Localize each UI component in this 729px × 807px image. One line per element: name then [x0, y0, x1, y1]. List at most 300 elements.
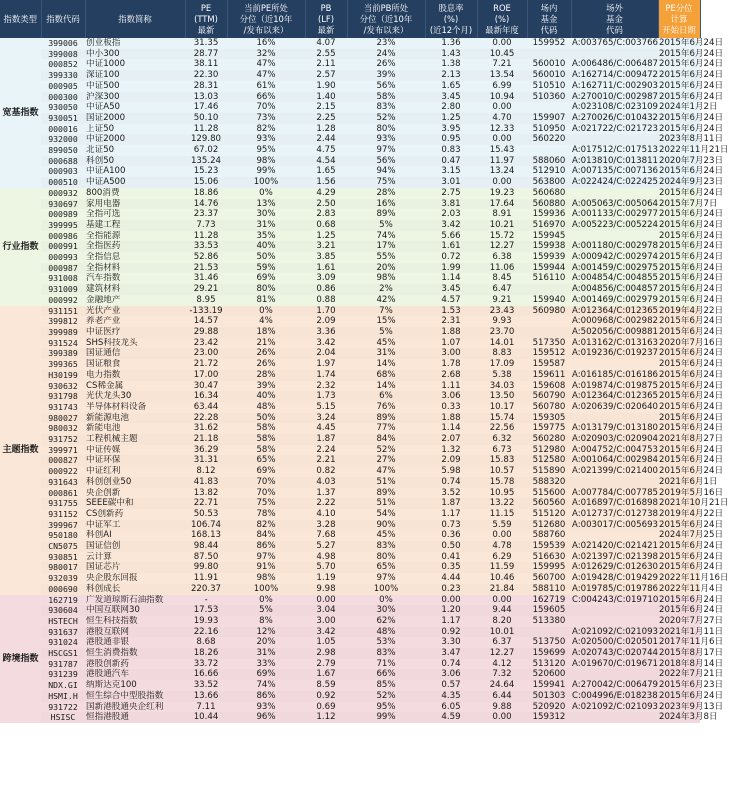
index-code: 162719	[41, 595, 85, 606]
onmarket-fund-code: 560780	[527, 402, 571, 413]
onmarket-fund-code: 560280	[527, 434, 571, 445]
table-row	[0, 284, 700, 295]
pe-percentile: 32%	[227, 49, 305, 60]
dividend-yield: 6.05	[425, 702, 477, 713]
index-code: 930697	[41, 199, 85, 210]
index-code: 931524	[41, 338, 85, 349]
table-row	[0, 680, 700, 691]
table-row	[0, 637, 700, 648]
start-date: 2015年8月17日	[659, 648, 724, 659]
roe: 14.01	[477, 338, 527, 349]
start-date: 2015年6月24日	[659, 112, 724, 123]
pb-value: 5.15	[305, 402, 347, 413]
index-name: 中证500	[85, 81, 185, 92]
pe-value: 11.28	[185, 124, 227, 135]
roe: 6.32	[477, 434, 527, 445]
header-start-date: PE分位 计算 开始日期	[658, 0, 700, 38]
start-date: 2017年11月6日	[659, 637, 724, 648]
pb-percentile: 94%	[347, 166, 425, 177]
pe-percentile: 58%	[227, 423, 305, 434]
index-code: 931798	[41, 391, 85, 402]
onmarket-fund-code: 159305	[527, 413, 571, 424]
offmarket-fund-code: A:007784/C:007785	[572, 487, 659, 498]
offmarket-fund-code: A:013162/C:013163	[572, 337, 659, 348]
onmarket-fund-code: 560790	[527, 391, 571, 402]
table-row	[0, 445, 700, 456]
roe: 6.37	[477, 637, 527, 648]
pb-value: 2.15	[305, 102, 347, 113]
pb-value: 2.21	[305, 455, 347, 466]
pb-value: 1.97	[305, 359, 347, 370]
offmarket-fund-code	[571, 49, 658, 60]
pb-percentile: 56%	[347, 156, 425, 167]
pe-percentile: 35%	[227, 231, 305, 242]
offmarket-fund-code: A:012364/C:012365	[572, 391, 659, 402]
offmarket-fund-code	[571, 616, 658, 627]
pe-value: 13.03	[185, 92, 227, 103]
onmarket-fund-code	[527, 316, 571, 327]
index-name: 沪深300	[85, 92, 185, 103]
index-code: 399006	[41, 38, 85, 49]
pe-percentile: 70%	[227, 102, 305, 113]
index-name: 中证军工	[85, 520, 185, 531]
pe-percentile: 18%	[227, 327, 305, 338]
roe: 8.83	[477, 348, 527, 359]
pb-percentile: 75%	[347, 177, 425, 188]
dividend-yield: 1.43	[425, 49, 477, 60]
table-row	[0, 488, 700, 499]
pb-value: 2.11	[305, 59, 347, 70]
pb-percentile: 77%	[347, 423, 425, 434]
roe: 12.33	[477, 124, 527, 135]
onmarket-fund-code	[527, 627, 571, 638]
pb-value: 2.83	[305, 209, 347, 220]
start-date: 2022年11月16日	[659, 573, 729, 584]
index-name: 广发道琼斯石油指数	[85, 595, 185, 606]
roe: 15.78	[477, 477, 527, 488]
table-row	[0, 455, 700, 466]
pb-percentile: 71%	[347, 659, 425, 670]
pe-value: 14.76	[185, 199, 227, 210]
pe-value: 16.34	[185, 391, 227, 402]
pb-value: 3.42	[305, 627, 347, 638]
dividend-yield: 4.44	[425, 573, 477, 584]
table-row	[0, 509, 700, 520]
pb-value: 2.32	[305, 381, 347, 392]
onmarket-fund-code: 560560	[527, 498, 571, 509]
roe: 13.24	[477, 166, 527, 177]
onmarket-fund-code: 159699	[527, 648, 571, 659]
onmarket-fund-code: 588320	[527, 477, 571, 488]
index-name: 中国互联网30	[85, 605, 185, 616]
start-date: 2024年7月25日	[659, 530, 724, 541]
pb-value: 1.19	[305, 573, 347, 584]
pb-value: 3.04	[305, 605, 347, 616]
offmarket-fund-code: A:162714/C:009472	[572, 70, 659, 81]
pe-value: 22.30	[185, 70, 227, 81]
roe: 8.45	[477, 273, 527, 284]
offmarket-fund-code: A:000968/C:002982	[572, 316, 659, 327]
offmarket-fund-code	[571, 712, 658, 723]
start-date: 2020年7月16日	[659, 337, 724, 348]
dividend-yield: 5.98	[425, 466, 477, 477]
table-row	[0, 520, 700, 531]
index-name: 恒生消费指数	[85, 648, 185, 659]
start-date: 2015年6月24日	[659, 455, 724, 466]
pe-percentile: 75%	[227, 498, 305, 509]
start-date: 2015年6月24日	[659, 273, 724, 284]
table-row	[0, 402, 700, 413]
pb-percentile: 83%	[347, 102, 425, 113]
pe-percentile: 59%	[227, 263, 305, 274]
index-code: 931643	[41, 477, 85, 488]
onmarket-fund-code: 513120	[527, 659, 571, 670]
pb-percentile: 47%	[347, 466, 425, 477]
offmarket-fund-code: A:020500/C:020501	[572, 637, 659, 648]
index-name: 养老产业	[85, 316, 185, 327]
roe: 0.00	[477, 530, 527, 541]
dividend-yield: 1.17	[425, 509, 477, 520]
roe: 7.32	[477, 669, 527, 680]
dividend-yield: 0.95	[425, 134, 477, 145]
table-row	[0, 209, 700, 220]
index-code: 931239	[41, 669, 85, 680]
offmarket-fund-code: A:001459/C:002975	[572, 262, 659, 273]
index-code: HSMI.H	[41, 691, 85, 702]
pb-value: 2.44	[305, 134, 347, 145]
offmarket-fund-code	[571, 413, 658, 424]
start-date: 2015年6月24日	[659, 391, 724, 402]
index-name: 科创创业50	[85, 477, 185, 488]
onmarket-fund-code: 510950	[527, 124, 571, 135]
dividend-yield: 3.00	[425, 348, 477, 359]
index-name: 科创50	[85, 156, 185, 167]
pe-percentile: 70%	[227, 488, 305, 499]
pb-percentile: 65%	[347, 562, 425, 573]
table-row	[0, 252, 700, 263]
header-roe: ROE (%) 最新年度	[477, 0, 527, 38]
index-name: 电力指数	[85, 370, 185, 381]
index-code: 399008	[41, 49, 85, 60]
dividend-yield: 3.06	[425, 669, 477, 680]
onmarket-fund-code: 159611	[527, 370, 571, 381]
pe-percentile: 69%	[227, 669, 305, 680]
dividend-yield: 2.68	[425, 370, 477, 381]
start-date: 2015年6月24日	[659, 123, 724, 134]
roe: 9.21	[477, 295, 527, 306]
onmarket-fund-code: 162719	[527, 595, 571, 606]
pe-percentile: 50%	[227, 252, 305, 263]
pb-value: 5.27	[305, 541, 347, 552]
pe-value: 15.06	[185, 177, 227, 188]
index-code: 399389	[41, 348, 85, 359]
roe: 7.21	[477, 59, 527, 70]
pe-percentile: 5%	[227, 605, 305, 616]
pe-percentile: 58%	[227, 445, 305, 456]
pb-percentile: 68%	[347, 370, 425, 381]
pb-percentile: 53%	[347, 637, 425, 648]
start-date: 2023年9月13日	[659, 701, 724, 712]
pb-value: 1.05	[305, 637, 347, 648]
table-row	[0, 263, 700, 274]
pb-value: 3.42	[305, 338, 347, 349]
index-code: 000986	[41, 231, 85, 242]
onmarket-fund-code	[527, 284, 571, 295]
pe-value: 8.12	[185, 466, 227, 477]
offmarket-fund-code: A:270010/C:002987	[572, 91, 659, 102]
start-date: 2015年6月24日	[659, 412, 724, 423]
index-name: 创业板指	[85, 38, 185, 49]
header-name: 指数简称	[85, 0, 185, 38]
pe-value: 33.52	[185, 680, 227, 691]
onmarket-fund-code: 159941	[527, 680, 571, 691]
pe-percentile: 20%	[227, 637, 305, 648]
index-code: 932039	[41, 573, 85, 584]
pe-percentile: 8%	[227, 616, 305, 627]
dividend-yield: 0.41	[425, 552, 477, 563]
roe: 10.01	[477, 627, 527, 638]
index-name: SHS科技龙头	[85, 338, 185, 349]
table-row	[0, 413, 700, 424]
index-name: 云计算	[85, 552, 185, 563]
pb-percentile: 100%	[347, 584, 425, 595]
pb-percentile: 30%	[347, 605, 425, 616]
pb-percentile: 66%	[347, 669, 425, 680]
start-date: 2021年10月21日	[659, 498, 729, 509]
pe-percentile: 93%	[227, 134, 305, 145]
pb-value: 2.22	[305, 498, 347, 509]
start-date: 2015年6月24日	[659, 209, 724, 220]
dividend-yield: 1.65	[425, 81, 477, 92]
onmarket-fund-code: 159940	[527, 295, 571, 306]
start-date: 2021年1月11日	[659, 626, 724, 637]
index-name: 中小300	[85, 49, 185, 60]
pe-percentile: 40%	[227, 391, 305, 402]
index-code: 931008	[41, 273, 85, 284]
index-name: 科创成长	[85, 584, 185, 595]
pe-percentile: 31%	[227, 648, 305, 659]
offmarket-fund-code: A:021092/C:021093	[572, 701, 659, 712]
start-date: 2024年9月23日	[659, 177, 724, 188]
start-date: 2021年6月1日	[659, 476, 718, 487]
pb-value: 9.98	[305, 584, 347, 595]
pb-percentile: 52%	[347, 113, 425, 124]
table-row	[0, 188, 700, 199]
table-row	[0, 359, 700, 370]
index-name: 港股通非银	[85, 637, 185, 648]
index-code: 000300	[41, 92, 85, 103]
index-name: 金融地产	[85, 295, 185, 306]
start-date: 2015年7月7日	[659, 198, 718, 209]
start-date: 2015年6月24日	[659, 48, 724, 59]
dividend-yield: 1.20	[425, 605, 477, 616]
pe-value: -	[185, 595, 227, 606]
start-date: 2015年6月24日	[659, 401, 724, 412]
pe-percentile: 61%	[227, 81, 305, 92]
pb-percentile: 56%	[347, 81, 425, 92]
index-code: 000987	[41, 263, 85, 274]
onmarket-fund-code	[527, 49, 571, 60]
start-date: 2015年6月24日	[659, 605, 724, 616]
onmarket-fund-code: 512910	[527, 166, 571, 177]
pe-value: 168.13	[185, 530, 227, 541]
index-code: 931752	[41, 434, 85, 445]
offmarket-fund-code: A:019874/C:019875	[572, 380, 659, 391]
offmarket-fund-code: A:017512/C:017513	[572, 145, 659, 156]
dividend-yield: 1.38	[425, 59, 477, 70]
pb-value: 8.59	[305, 680, 347, 691]
onmarket-fund-code: 520600	[527, 669, 571, 680]
index-code: 930632	[41, 381, 85, 392]
table-row	[0, 199, 700, 210]
index-name: 纳斯达克100	[85, 680, 185, 691]
pb-percentile: 97%	[347, 145, 425, 156]
pe-value: 13.66	[185, 691, 227, 702]
onmarket-fund-code: 510510	[527, 81, 571, 92]
pb-percentile: 23%	[347, 38, 425, 49]
pe-percentile: 80%	[227, 284, 305, 295]
pe-percentile: 84%	[227, 530, 305, 541]
pe-percentile: 50%	[227, 413, 305, 424]
pb-percentile: 62%	[347, 616, 425, 627]
header-pb: PB (LF) 最新	[305, 0, 347, 38]
pe-percentile: 78%	[227, 509, 305, 520]
roe: 10.94	[477, 92, 527, 103]
index-code: H30199	[41, 370, 85, 381]
pb-percentile: 52%	[347, 445, 425, 456]
dividend-yield: 2.31	[425, 316, 477, 327]
dividend-yield: 0.74	[425, 477, 477, 488]
onmarket-fund-code: 560010	[527, 70, 571, 81]
pe-value: 18.26	[185, 648, 227, 659]
index-name: 全指能源	[85, 231, 185, 242]
pe-percentile: 30%	[227, 209, 305, 220]
index-code: 950180	[41, 530, 85, 541]
table-row	[0, 231, 700, 242]
pb-percentile: 97%	[347, 573, 425, 584]
index-name: 中证医疗	[85, 327, 185, 338]
offmarket-fund-code	[571, 605, 658, 616]
dividend-yield: 1.61	[425, 241, 477, 252]
onmarket-fund-code: 159945	[527, 231, 571, 242]
onmarket-fund-code: 159775	[527, 423, 571, 434]
index-code: 000690	[41, 584, 85, 595]
table-row	[0, 552, 700, 563]
roe: 10.46	[477, 573, 527, 584]
table-row	[0, 541, 700, 552]
table-row	[0, 466, 700, 477]
roe: 11.06	[477, 263, 527, 274]
roe: 5.59	[477, 520, 527, 531]
roe: 19.23	[477, 188, 527, 199]
roe: 0.00	[477, 102, 527, 113]
pb-percentile: 42%	[347, 295, 425, 306]
index-code: 000903	[41, 166, 85, 177]
pb-value: 2.50	[305, 199, 347, 210]
offmarket-fund-code: A:003765/C:003766	[572, 38, 659, 48]
pe-value: 18.86	[185, 188, 227, 199]
roe: 11.15	[477, 509, 527, 520]
index-code: 000922	[41, 466, 85, 477]
pb-value: 4.54	[305, 156, 347, 167]
pe-percentile: 16%	[227, 38, 305, 49]
pe-percentile: 82%	[227, 520, 305, 531]
table-row	[0, 423, 700, 434]
roe: 10.21	[477, 220, 527, 231]
start-date: 2015年6月24日	[659, 294, 724, 305]
offmarket-fund-code: A:019670/C:019671	[572, 658, 659, 669]
dividend-yield: 1.87	[425, 498, 477, 509]
pb-value: 4.45	[305, 423, 347, 434]
roe: 13.22	[477, 498, 527, 509]
table-row	[0, 113, 700, 124]
pb-value: 2.04	[305, 348, 347, 359]
start-date: 2015年6月24日	[659, 423, 724, 434]
onmarket-fund-code: 515890	[527, 466, 571, 477]
index-code: 000989	[41, 209, 85, 220]
pe-value: 23.37	[185, 209, 227, 220]
category-label: 主题指数	[0, 306, 41, 595]
pe-percentile: 82%	[227, 124, 305, 135]
index-name: 全指信息	[85, 252, 185, 263]
pb-value: 1.40	[305, 92, 347, 103]
table-row	[0, 241, 700, 252]
index-code: 930050	[41, 102, 85, 113]
index-name: 国证2000	[85, 113, 185, 124]
dividend-yield: 0.00	[425, 595, 477, 606]
offmarket-fund-code: A:019236/C:019237	[572, 348, 659, 359]
pe-value: 23.00	[185, 348, 227, 359]
offmarket-fund-code: A:270042/C:006479	[572, 680, 659, 691]
roe: 15.43	[477, 145, 527, 156]
index-code: 980027	[41, 413, 85, 424]
start-date: 2015年6月24日	[659, 59, 724, 70]
pe-value: 10.44	[185, 712, 227, 723]
roe: 23.70	[477, 327, 527, 338]
table-row	[0, 295, 700, 306]
pe-value: 22.28	[185, 413, 227, 424]
index-name: 基建工程	[85, 220, 185, 231]
category-label: 宽基指数	[0, 38, 41, 188]
dividend-yield: 1.88	[425, 327, 477, 338]
pb-percentile: 52%	[347, 691, 425, 702]
onmarket-fund-code: 517350	[527, 338, 571, 349]
table-row	[0, 220, 700, 231]
index-name: 恒生综合中型股指数	[85, 691, 185, 702]
index-name: 中证传媒	[85, 445, 185, 456]
pe-value: 17.00	[185, 370, 227, 381]
offmarket-fund-code: A:012737/C:012738	[572, 508, 659, 519]
roe: 12.27	[477, 241, 527, 252]
pe-percentile: 70%	[227, 477, 305, 488]
table-row	[0, 659, 700, 670]
header-pe: PE (TTM) 最新	[185, 0, 227, 38]
pb-percentile: 76%	[347, 402, 425, 413]
roe: 17.09	[477, 359, 527, 370]
pe-percentile: 31%	[227, 220, 305, 231]
dividend-yield: 3.95	[425, 124, 477, 135]
index-code: 000932	[41, 188, 85, 199]
pb-percentile: 45%	[347, 530, 425, 541]
pe-value: -133.19	[185, 306, 227, 317]
pb-percentile: 27%	[347, 455, 425, 466]
dividend-yield: 0.36	[425, 530, 477, 541]
pb-percentile: 98%	[347, 273, 425, 284]
index-code: 930851	[41, 552, 85, 563]
table-row	[0, 616, 700, 627]
index-code: 932000	[41, 134, 85, 145]
dividend-yield: 1.11	[425, 381, 477, 392]
